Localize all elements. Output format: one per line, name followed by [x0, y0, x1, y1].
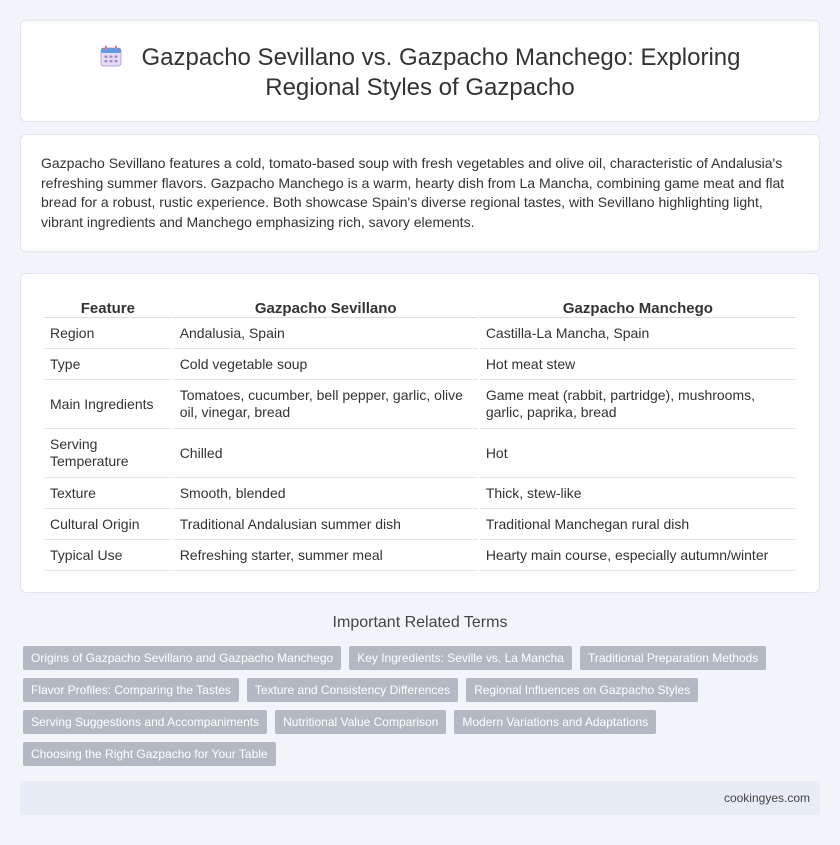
tag-row: [23, 678, 813, 702]
tag-link[interactable]: Traditional Preparation Methods: [580, 646, 766, 670]
tag-link[interactable]: Origins of Gazpacho Sevillano and Gazpacho Manchego: [23, 646, 341, 670]
table-row: [44, 509, 796, 540]
row-manchego: Hot: [480, 429, 796, 478]
footer-site-link[interactable]: cookingyes.com: [723, 791, 810, 805]
comparison-table: [42, 296, 798, 571]
table-row: [44, 540, 796, 571]
row-feature: Serving Temperature: [44, 429, 172, 478]
related-terms-list: [23, 646, 813, 774]
tag-link[interactable]: Nutritional Value Comparison: [275, 710, 446, 734]
row-feature: Main Ingredients: [44, 380, 172, 429]
page-title: Gazpacho Sevillano vs. Gazpacho Manchego: Exploring Regional Styles of Gazpacho: [141, 44, 741, 101]
table-row: [44, 318, 796, 349]
tag-link[interactable]: Texture and Consistency Differences: [247, 678, 458, 702]
row-sevillano: Refreshing starter, summer meal: [174, 540, 478, 571]
footer: [20, 781, 820, 815]
table-row: [44, 429, 796, 478]
row-feature: Type: [44, 349, 172, 380]
header-sevillano: Gazpacho Sevillano: [174, 296, 478, 318]
table-row: [44, 380, 796, 429]
row-feature: Cultural Origin: [44, 509, 172, 540]
tag-link[interactable]: Flavor Profiles: Comparing the Tastes: [23, 678, 239, 702]
row-sevillano: Cold vegetable soup: [174, 349, 478, 380]
table-row: [44, 349, 796, 380]
related-terms-heading: Important Related Terms: [332, 614, 508, 631]
row-manchego: Game meat (rabbit, partridge), mushrooms, garlic, paprika, bread: [480, 380, 796, 429]
header-feature: Feature: [44, 296, 172, 318]
row-sevillano: Tomatoes, cucumber, bell pepper, garlic, olive oil, vinegar, bread: [174, 380, 478, 429]
tag-link[interactable]: Serving Suggestions and Accompaniments: [23, 710, 267, 734]
title-card: [20, 20, 820, 122]
intro-card: [20, 134, 820, 252]
tag-link[interactable]: Modern Variations and Adaptations: [454, 710, 656, 734]
tag-row: [23, 742, 813, 766]
row-feature: Texture: [44, 478, 172, 509]
row-manchego: Hearty main course, especially autumn/winter: [480, 540, 796, 571]
row-sevillano: Chilled: [174, 429, 478, 478]
row-sevillano: Smooth, blended: [174, 478, 478, 509]
calendar-icon: [99, 44, 123, 68]
row-feature: Typical Use: [44, 540, 172, 571]
tag-row: [23, 710, 813, 734]
table-card: [20, 273, 820, 593]
row-manchego: Thick, stew-like: [480, 478, 796, 509]
header-manchego: Gazpacho Manchego: [480, 296, 796, 318]
row-manchego: Hot meat stew: [480, 349, 796, 380]
title-wrap: [21, 43, 819, 103]
intro-paragraph: Gazpacho Sevillano features a cold, tomato-based soup with fresh vegetables and olive oil, characteristic of Andalusia's refreshing summer flavors. Gazpacho Manchego is a warm, hearty dish from La Mancha, combining game meat and flat bread for a robust, rustic experience. Both showcase Spain's diverse regional tastes, with Sevillano highlighting light, vibrant ingredients and Manchego emphasizing rich, savory elements.: [41, 155, 785, 230]
table-row: [44, 478, 796, 509]
tag-link[interactable]: Choosing the Right Gazpacho for Your Table: [23, 742, 276, 766]
tag-row: [23, 646, 813, 670]
row-feature: Region: [44, 318, 172, 349]
row-sevillano: Traditional Andalusian summer dish: [174, 509, 478, 540]
row-manchego: Traditional Manchegan rural dish: [480, 509, 796, 540]
tag-link[interactable]: Key Ingredients: Seville vs. La Mancha: [349, 646, 572, 670]
row-sevillano: Andalusia, Spain: [174, 318, 478, 349]
tag-link[interactable]: Regional Influences on Gazpacho Styles: [466, 678, 698, 702]
row-manchego: Castilla-La Mancha, Spain: [480, 318, 796, 349]
table-header-row: [44, 296, 796, 318]
